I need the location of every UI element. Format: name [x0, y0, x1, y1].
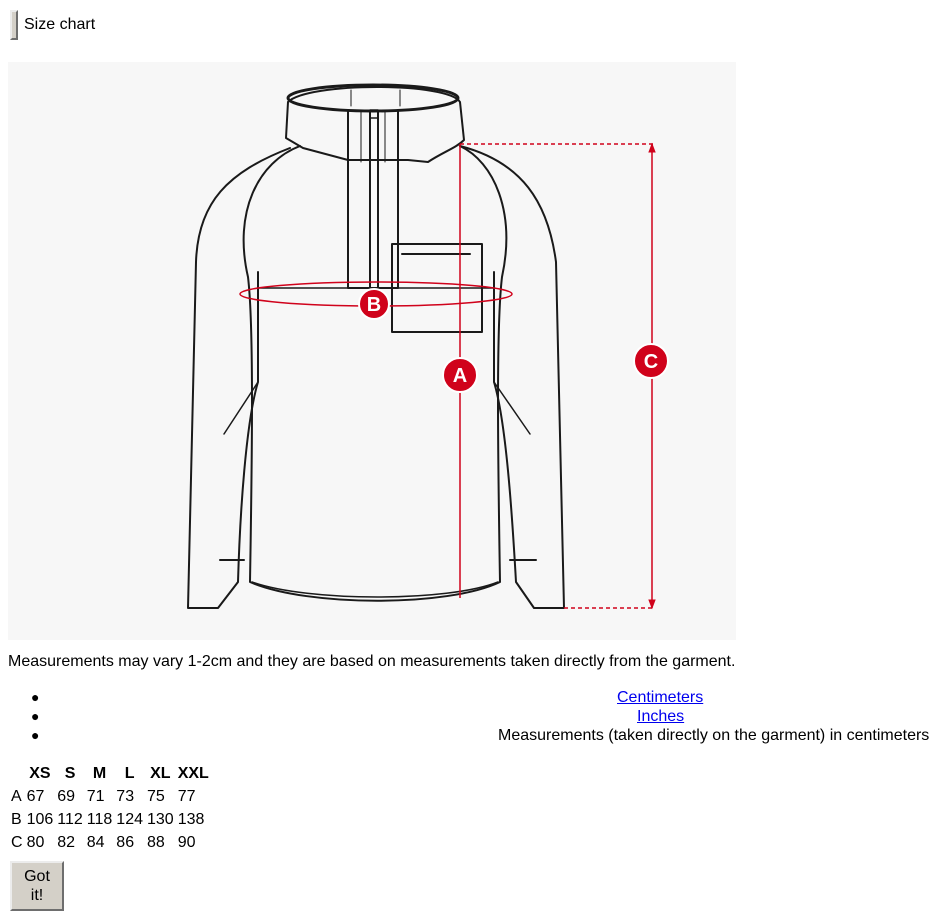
table-cell: 82 [57, 833, 76, 851]
table-header: S [64, 764, 76, 782]
measurement-description: Measurements (taken directly on the garment) in centimeters [498, 727, 929, 744]
bullet-icon: ● [31, 689, 40, 705]
got-it-button[interactable]: Got it! [10, 861, 64, 911]
table-cell: 112 [57, 810, 83, 828]
table-cell: 90 [177, 833, 196, 851]
table-cell: 124 [116, 810, 143, 828]
marker-b-label: B [366, 294, 382, 316]
table-cell: 75 [147, 787, 165, 805]
inches-link[interactable]: Inches [637, 708, 685, 725]
table-header [10, 763, 24, 784]
marker-b [359, 289, 389, 319]
table-row [10, 832, 210, 853]
table-cell: 88 [147, 833, 165, 851]
table-cell: A [11, 787, 22, 805]
table-header: M [92, 764, 107, 782]
table-cell: 73 [116, 787, 135, 805]
table-header: XL [150, 764, 171, 782]
marker-c [634, 344, 668, 378]
size-chart-toggle-button[interactable] [10, 10, 18, 40]
centimeters-link[interactable]: Centimeters [617, 689, 704, 706]
table-header: XS [29, 764, 51, 782]
table-cell: 138 [177, 810, 205, 828]
table-cell: C [11, 833, 23, 851]
size-table [8, 761, 212, 855]
table-cell: 69 [57, 787, 76, 805]
table-cell: 77 [177, 787, 196, 805]
garment-measurement-diagram [8, 62, 736, 640]
marker-a-label: A [452, 365, 468, 387]
table-header-row [10, 763, 210, 784]
bullet-icon: ● [31, 708, 40, 724]
table-cell: 71 [86, 787, 105, 805]
table-cell: 118 [86, 810, 113, 828]
table-cell: 67 [26, 787, 45, 805]
table-cell: B [11, 810, 22, 828]
table-cell: 86 [116, 833, 135, 851]
table-row [10, 809, 210, 830]
table-header: XXL [177, 764, 209, 782]
marker-a [443, 358, 477, 392]
zipper-panel [348, 110, 398, 288]
marker-c-label: C [643, 351, 659, 373]
table-header: L [124, 764, 135, 782]
list-item [0, 726, 929, 745]
unit-options-list [0, 688, 929, 745]
measurement-note: Measurements may vary 1-2cm and they are based on measurements taken directly from the garment. [8, 653, 736, 670]
hoodie-illustration [8, 62, 736, 640]
table-cell: 106 [26, 810, 54, 828]
table-cell: 84 [86, 833, 105, 851]
table-cell: 80 [26, 833, 45, 851]
table-row [10, 786, 210, 807]
list-item [0, 707, 800, 726]
hood-outline [286, 87, 464, 162]
hood-opening [288, 85, 458, 111]
table-cell: 130 [147, 810, 174, 828]
left-sleeve [188, 148, 290, 608]
size-chart-header [10, 8, 95, 42]
list-item [0, 688, 800, 707]
page-title: Size chart [24, 16, 96, 33]
bullet-icon: ● [31, 727, 40, 743]
